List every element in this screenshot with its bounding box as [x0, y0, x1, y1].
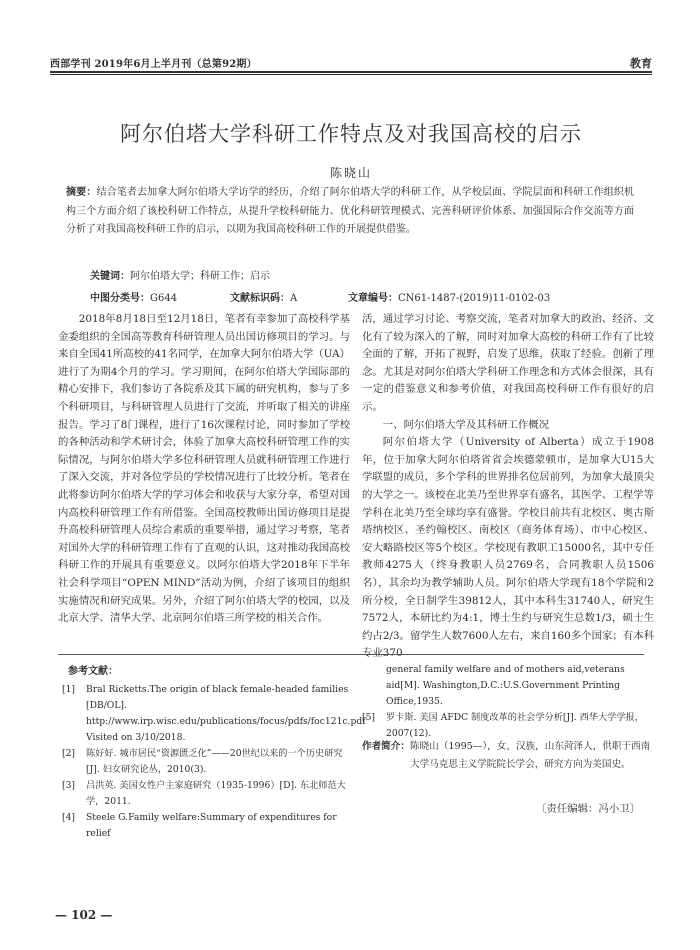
responsible-editor: 〔责任编辑：冯小卫〕	[536, 803, 640, 815]
body-paragraph: 阿尔伯塔大学（University of Alberta）成立于1908年，位于加拿大阿尔伯塔省省会埃德蒙顿市，是加拿大U15大学联盟的成员，多个学科的世界排名位居前列，为加拿大最顶尖的大学之一。该校在北美乃至世界享有盛名，其医学、工程学等学科在北美乃至全球均享有盛誉。学校目前共有北校区、奥古斯塔纳校区、圣约翰校区、南校区（商务体育场）、市中心校区、安大略路校区等5个校区。学校现有教职工15000名，其中专任教师4275人（终身教职人员2769名，合同教职人员1506名），其余均为教学辅助人员。阿尔伯塔大学现有18个学院和2所分校，全日制学生39812人，其中本科生31740人，研究生7572人，本研比约为4:1，博士生约与研究生总数1/3，硕士生约占2/3。留学生人数7600人左右，来自160多个国家；有本科	[362, 436, 654, 642]
references-list-right	[362, 662, 652, 742]
article-author: 陈晓山	[329, 166, 372, 180]
reference-number: [2]	[62, 748, 76, 759]
reference-text: general family welfare and of mothers aid,veterans aid[M]. Washington,D.C.:U.S.Government Printing Office,1935.	[386, 664, 625, 707]
keywords	[90, 267, 630, 282]
abstract-label: 摘要：	[66, 187, 97, 198]
reference-text: Steele G.Family welfare:Summary of expenditures for relief	[86, 812, 337, 839]
clc-value: G644	[150, 293, 178, 304]
reference-number: [1]	[62, 684, 76, 695]
references-divider	[58, 654, 644, 655]
reference-text: 陈好好. 城市居民“资源匮乏化”——20世纪以来的一个历史研究[J]. 妇女研究论丛，2010(3).	[86, 748, 343, 775]
article-title: 阿尔伯塔大学科研工作特点及对我国高校的启示	[120, 122, 582, 146]
body-right-column	[362, 311, 654, 663]
body-left-column	[58, 311, 350, 628]
keywords-label: 关键词：	[90, 271, 130, 282]
classification-line	[90, 289, 630, 305]
reference-item	[62, 746, 350, 778]
section-heading: 一、阿尔伯塔大学及其科研工作概况	[382, 418, 550, 431]
reference-item	[62, 682, 366, 746]
journal-issue: 西部学刊 2019年6月上半月刊（总第92期）	[50, 59, 257, 70]
references-title: 参考文献：	[68, 666, 118, 677]
reference-item	[62, 778, 350, 810]
doc-value: A	[290, 293, 298, 304]
author-bio-label: 作者简介：	[362, 741, 410, 752]
clc-label: 中图分类号：	[90, 293, 150, 304]
references-list-left	[62, 682, 366, 842]
body-paragraph-continued: 活，通过学习讨论、考察交流，笔者对加拿大的政治、经济、文化有了较为深入的了解，同时对加拿大高校的科研工作有了比较全面的了解，开拓了视野，启发了思维，获取了经验。创新了理念。尤其是对阿尔伯塔大学科研工作理念和方式体会很深，具有一定的借鉴意义和参考价值，对我国高校科研工作有很好的启示。	[362, 313, 654, 413]
reference-number: [4]	[62, 812, 76, 823]
doc-code	[230, 289, 297, 304]
reference-text: 罗卡斯. 美国 AFDC 制度改革的社会学分析[J]. 西华大学学报，2007(12).	[386, 712, 644, 739]
article-number-value: CN61-1487-(2019)11-0102-03	[398, 293, 551, 304]
author-bio-text: 陈晓山（1995—），女，汉族，山东菏泽人，供职于西南大学马克思主义学院院长学会，研究方向为美国史。	[410, 741, 651, 770]
article-number-label: 文章编号：	[348, 293, 398, 304]
abstract	[66, 184, 634, 240]
doc-label: 文献标识码：	[230, 293, 290, 304]
abstract-text: 结合笔者去加拿大阿尔伯塔大学访学的经历，介绍了阿尔伯塔大学的科研工作，从学校层面、学院层面和科研工作组织机构三个方面介绍了该校科研工作特点，从提升学校科研能力、优化科研管理模式、完善科研评价体系、加强国际合作交流等方面分析了对我国高校科研工作的启示，以期为我国高校科研工作的开展提供借鉴。	[66, 187, 635, 235]
author-bio	[362, 738, 652, 773]
page-number: — 102 —	[55, 908, 113, 922]
header-rule-thin	[50, 74, 652, 75]
reference-number: [3]	[62, 780, 76, 791]
reference-item	[62, 810, 350, 842]
reference-text: Bral Ricketts.The origin of black female-headed families [DB/OL]. http://www.irp.wisc.edu/publications/focus/pdfs/foc121c.pdf Visited on 3/10/2018.	[86, 684, 366, 743]
header-rule-thick	[50, 71, 652, 73]
article-number	[348, 289, 550, 304]
clc-code	[90, 289, 177, 304]
reference-text: 吕洪英. 美国女性户主家庭研究（1935-1996）[D]. 东北师范大学，2011.	[86, 780, 346, 807]
reference-number: [5]	[362, 712, 376, 723]
keywords-text: 阿尔伯塔大学；科研工作；启示	[130, 271, 270, 282]
reference-number	[362, 662, 386, 710]
body-paragraph: 2018年8月18日至12月18日，笔者有幸参加了高校科学基金委组织的全国高等教育科研管理人员出国访修项目的学习。与来自全国41所高校的41名同学，在加拿大阿尔伯塔大学（UA）进行了为期4个月的学习。学习期间，在阿尔伯塔大学国际部的精心安排下，我们参访了各院系及其下属的研究机构，参与了多个科研项目，与科研管理人员进行了交流，并听取了相关的讲座报告。学习了8门课程，进行了16次课程讨论，同时参加了学校的各种活动和学术研讨会，体验了加拿大高校科研管理工作的实际情况，与阿尔伯塔大学多位科研管理人员就科研管理工作进行了深入交流，并对各位学员的学校情况进行了比较分析。笔者在此将参访阿尔伯塔大学的学习体会和收获与大家分享，希望对国内高校科研管理工作有所借鉴。全国高校教师出国访修项目是提升高校科研管理人员综合素质的重要举措，通过学习考察，笔者对国外大学的科研管理工作有了直观的认识，这对推动我国高校科研工作的开展具有重要意义。以阿尔伯塔大学2018年下半年社会科学项目“OPEN MIND”活动为例，介绍了该项目的组织实施情况和研究成果。另外，介绍了阿尔伯塔大学的校园，以及北京大学、清华大学、北京阿尔伯塔三所学校的相关合作。	[58, 313, 350, 625]
reference-item-continued	[362, 662, 652, 710]
section-label: 教育	[630, 57, 652, 70]
